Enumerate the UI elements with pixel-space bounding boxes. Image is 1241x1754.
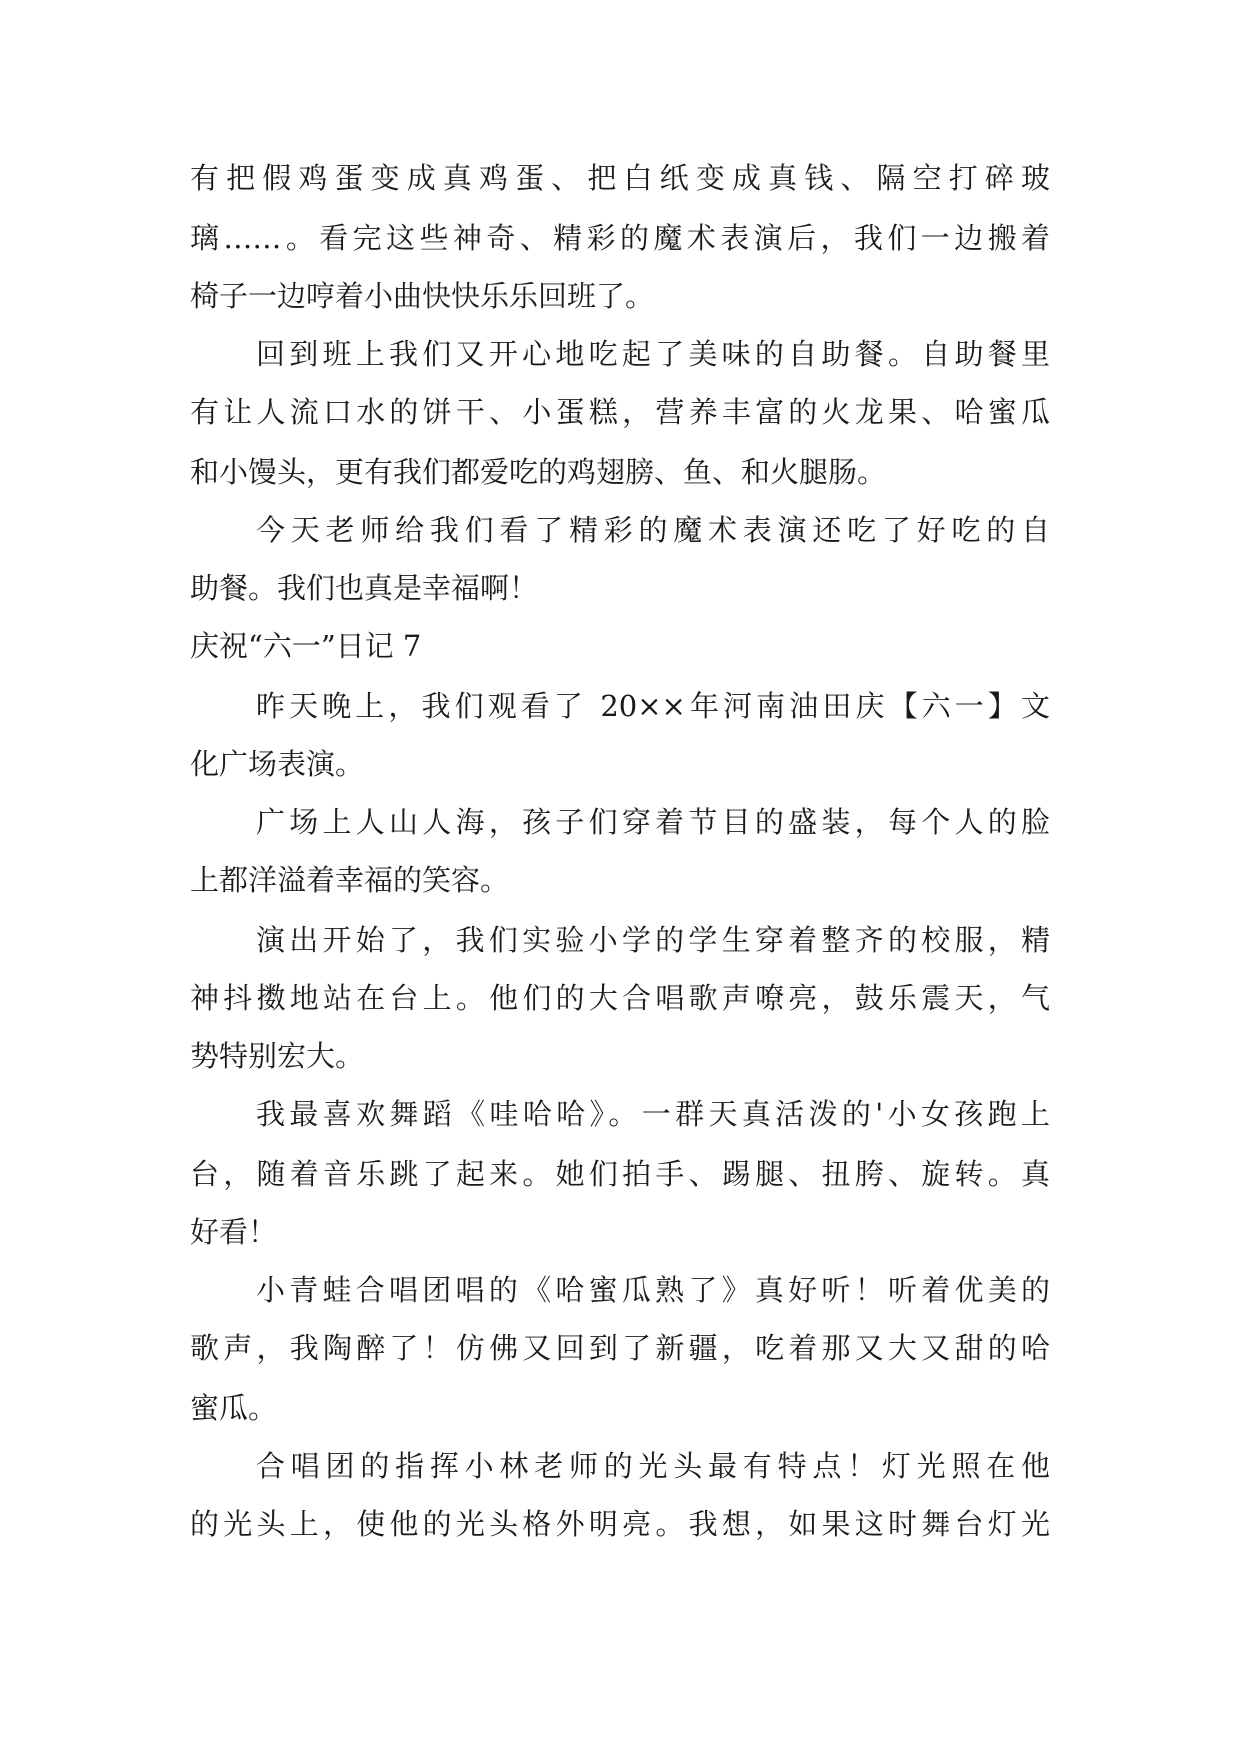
text-line: 化广场表演。: [190, 747, 365, 781]
text-line: 我最喜欢舞蹈《哇哈哈》。一群天真活泼的'小女孩跑上: [256, 1097, 1050, 1131]
text-line: 昨天晚上，我们观看了 20××年河南油田庆【六一】文: [256, 689, 1050, 723]
text-line: 有让人流口水的饼干、小蛋糕，营养丰富的火龙果、哈蜜瓜: [190, 395, 1050, 429]
text-line: 神抖擞地站在台上。他们的大合唱歌声嘹亮，鼓乐震天，气: [190, 981, 1050, 1015]
text-line: 有把假鸡蛋变成真鸡蛋、把白纸变成真钱、隔空打碎玻: [190, 161, 1050, 195]
text-line: 的光头上，使他的光头格外明亮。我想，如果这时舞台灯光: [190, 1507, 1050, 1541]
text-line: 歌声，我陶醉了！仿佛又回到了新疆，吃着那又大又甜的哈: [190, 1331, 1050, 1365]
text-line: 蜜瓜。: [190, 1391, 278, 1425]
text-line: 今天老师给我们看了精彩的魔术表演还吃了好吃的自: [256, 513, 1050, 547]
text-line: 合唱团的指挥小林老师的光头最有特点！灯光照在他: [256, 1449, 1050, 1483]
text-line: 回到班上我们又开心地吃起了美味的自助餐。自助餐里: [256, 337, 1050, 371]
text-line: 助餐。我们也真是幸福啊！: [190, 571, 539, 605]
text-line: 演出开始了，我们实验小学的学生穿着整齐的校服，精: [256, 923, 1050, 957]
text-line: 椅子一边哼着小曲快快乐乐回班了。: [190, 279, 655, 313]
section-heading: 庆祝“六一”日记 7: [190, 629, 422, 663]
text-line: 广场上人山人海，孩子们穿着节目的盛装，每个人的脸: [256, 805, 1050, 839]
text-line: 小青蛙合唱团唱的《哈蜜瓜熟了》真好听！听着优美的: [256, 1273, 1050, 1307]
text-line: 好看！: [190, 1215, 278, 1249]
text-line: 势特别宏大。: [190, 1039, 365, 1073]
text-line: 台，随着音乐跳了起来。她们拍手、踢腿、扭胯、旋转。真: [190, 1157, 1050, 1191]
text-line: 璃……。看完这些神奇、精彩的魔术表演后，我们一边搬着: [190, 221, 1050, 255]
text-line: 和小馒头，更有我们都爱吃的鸡翅膀、鱼、和火腿肠。: [190, 455, 887, 489]
text-line: 上都洋溢着幸福的笑容。: [190, 863, 510, 897]
